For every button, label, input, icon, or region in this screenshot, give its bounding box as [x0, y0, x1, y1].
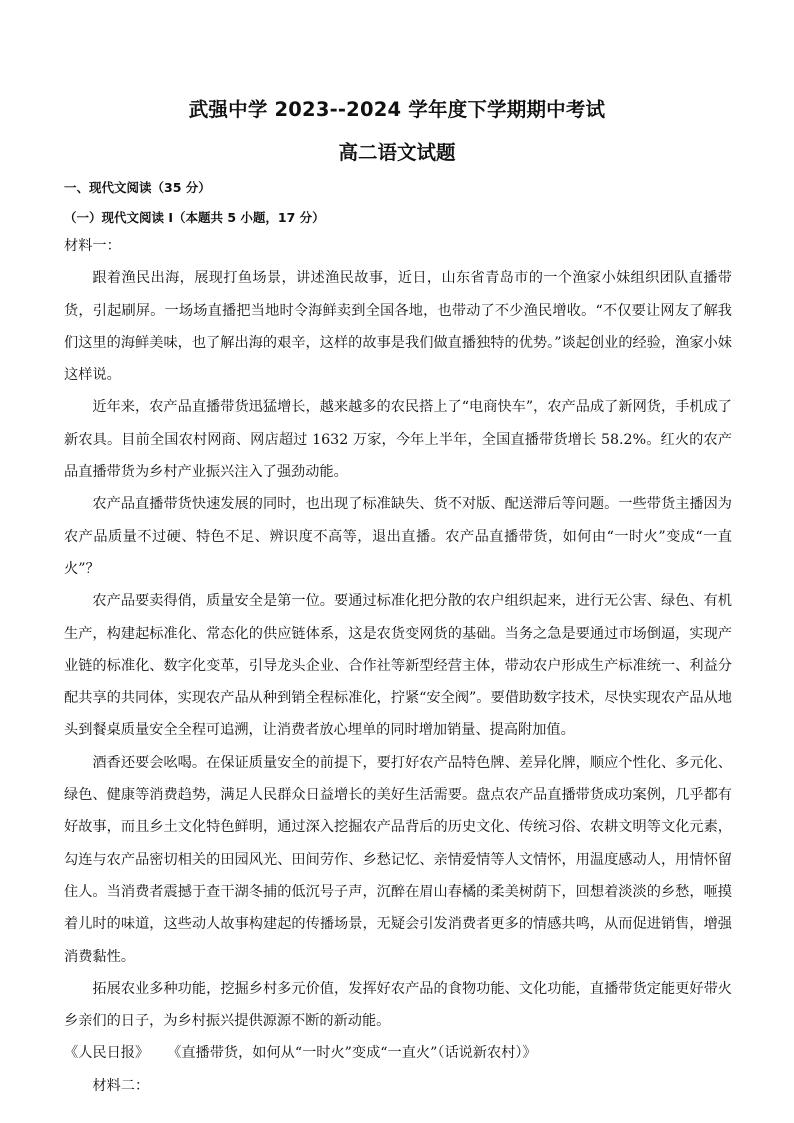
source-citation: 《人民日报》 《直播带货，如何从“一时火”变成“一直火”（话说新农村）》 — [64, 1045, 537, 1062]
paragraph: 拓展农业多种功能，挖掘乡村多元价值，发挥好农产品的食物功能、文化功能，直播带货定能更好带火乡亲们的日子，为乡村振兴提供源源不断的新动能。 — [64, 980, 732, 1030]
exam-subtitle: 高二语文试题 — [338, 141, 456, 164]
paragraph: 跟着渔民出海，展现打鱼场景，讲述渔民故事，近日，山东省青岛市的一个渔家小妹组织团队直播带货，引起刷屏。一场场直播把当地时令海鲜卖到全国各地，也带动了不少渔民增收。“不仅要让网友了解我们这里的海鲜美味，也了解出海的艰辛，这样的故事是我们做直播独特的优势。”谈起创业的经验，渔家小妹这样说。 — [64, 270, 732, 384]
material-one-label: 材料一： — [64, 238, 121, 254]
section-heading: 一、现代文阅读（35 分） — [64, 180, 211, 195]
subsection-heading: （一）现代文阅读 I（本题共 5 小题，17 分） — [64, 210, 325, 225]
paragraph: 农产品要卖得俏，质量安全是第一位。要通过标准化把分散的农户组织起来，进行无公害、绿色、有机生产，构建起标准化、常态化的供应链体系，这是农货变网货的基础。当务之急是要通过市场倒逼，实现产业链的标准化、数字化变革，引导龙头企业、合作社等新型经营主体，带动农户形成生产标准统一、利益分配共享的共同体，实现农产品从种到销全程标准化，拧紧“安全阀”。要借助数字技术，尽快实现农产品从地头到餐桌质量安全全程可追溯，让消费者放心埋单的同时增加销量、提高附加值。 — [64, 593, 732, 739]
paragraph: 农产品直播带货快速发展的同时，也出现了标准缺失、货不对版、配送滞后等问题。一些带货主播因为农产品质量不过硬、特色不足、辨识度不高等，退出直播。农产品直播带货，如何由“一时火”变成“一直火”？ — [64, 496, 732, 577]
paragraph: 近年来，农产品直播带货迅猛增长，越来越多的农民搭上了“电商快车”，农产品成了新网货，手机成了新农具。目前全国农村网商、网店超过 1632 万家，今年上半年，全国直播带货增长 58.2%。红火的农产品直播带货为乡村产业振兴注入了强劲动能。 — [64, 399, 732, 481]
material-two-label: 材料二： — [92, 1077, 150, 1094]
paragraph: 酒香还要会吆喝。在保证质量安全的前提下，要打好农产品特色牌、差异化牌，顺应个性化、多元化、绿色、健康等消费趋势，满足人民群众日益增长的美好生活需要。盘点农产品直播带货成功案例，几乎都有好故事，而且乡土文化特色鲜明，通过深入挖掘农产品背后的历史文化、传统习俗、农耕文明等文化元素，勾连与农产品密切相关的田园风光、田间劳作、乡愁记忆、亲情爱情等人文情怀，用温度感动人，用情怀留住人。当消费者震撼于查干湖冬捕的低沉号子声，沉醉在眉山春橘的柔美树荫下，回想着淡淡的乡愁，咂摸着儿时的味道，这些动人故事构建起的传播场景，无疑会引发消费者更多的情感共鸣，从而促进销售，增强消费黏性。 — [64, 754, 732, 965]
exam-title: 武强中学 2023--2024 学年度下学期期中考试 — [188, 98, 606, 121]
reading-passage — [64, 230, 732, 1102]
